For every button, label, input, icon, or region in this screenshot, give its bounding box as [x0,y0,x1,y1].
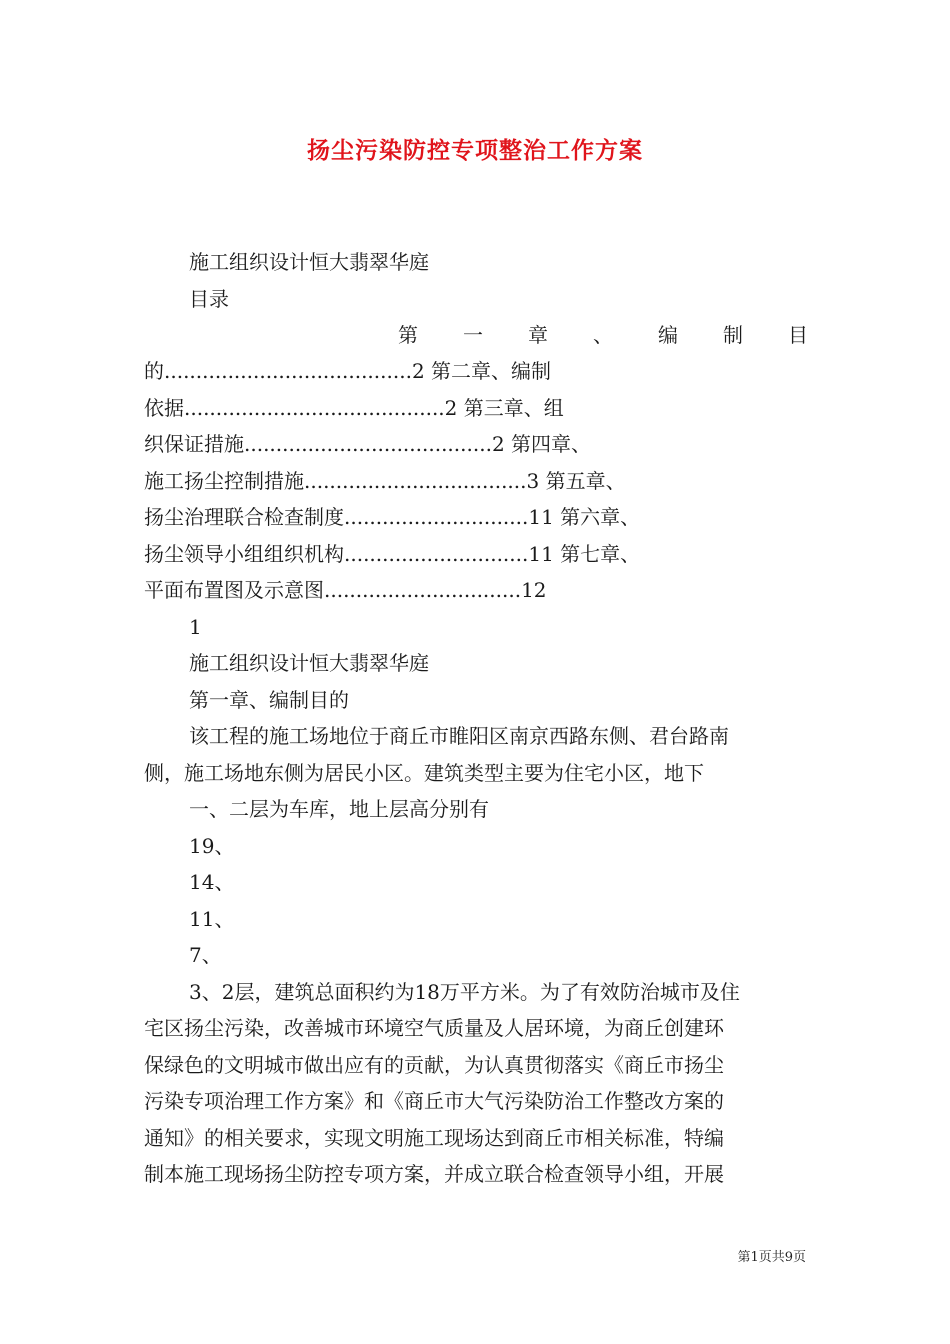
list-item: 11、 [189,907,235,931]
list-item: 19、 [189,834,235,858]
header-project-name-repeat: 施工组织设计恒大翡翠华庭 [189,651,429,675]
toc-char: 一 [463,323,483,347]
toc-line: 的.......................................2 第二章、编制 [144,359,552,383]
toc-line: 平面布置图及示意图...............................12 [144,578,547,602]
toc-line: 依据.........................................2 第三章、组 [144,396,564,420]
page-marker: 1 [189,615,202,639]
page-footer: 第1页共9页 [737,1250,806,1265]
toc-first-line [144,321,808,349]
toc-char: 制 [723,323,743,347]
chapter-title: 第一章、编制目的 [189,688,349,712]
header-project-name: 施工组织设计恒大翡翠华庭 [189,250,429,274]
paragraph-line: 通知》的相关要求，实现文明施工现场达到商丘市相关标准，特编 [144,1126,724,1150]
toc-line: 施工扬尘控制措施...................................3 第五章、 [144,469,626,493]
paragraph-line: 污染专项治理工作方案》和《商丘市大气污染防治工作整改方案的 [144,1089,724,1113]
paragraph-line: 3、2层，建筑总面积约为18万平方米。为了有效防治城市及住 [189,980,740,1004]
paragraph-line: 该工程的施工场地位于商丘市睢阳区南京西路东侧、君台路南 [189,724,729,748]
paragraph-line: 侧，施工场地东侧为居民小区。建筑类型主要为住宅小区，地下 [144,761,704,785]
document-title: 扬尘污染防控专项整治工作方案 [307,137,643,164]
paragraph-line: 保绿色的文明城市做出应有的贡献，为认真贯彻落实《商丘市扬尘 [144,1053,724,1077]
toc-char: 编 [658,323,678,347]
list-item: 14、 [189,870,235,894]
list-item: 7、 [189,943,222,967]
toc-line: 扬尘治理联合检查制度.............................11 第六章、 [144,505,641,529]
toc-heading: 目录 [189,287,229,311]
paragraph-line: 制本施工现场扬尘防控专项方案，并成立联合检查领导小组，开展 [144,1162,724,1186]
paragraph-line: 一、二层为车库，地上层高分别有 [189,797,489,821]
paragraph-line: 宅区扬尘污染，改善城市环境空气质量及人居环境，为商丘创建环 [144,1016,724,1040]
toc-char: 目 [788,323,808,347]
toc-char: 第 [398,323,418,347]
toc-line: 织保证措施.......................................2 第四章、 [144,432,592,456]
toc-char: 、 [593,323,613,347]
toc-line: 扬尘领导小组组织机构.............................11 第七章、 [144,542,641,566]
toc-char: 章 [528,323,548,347]
